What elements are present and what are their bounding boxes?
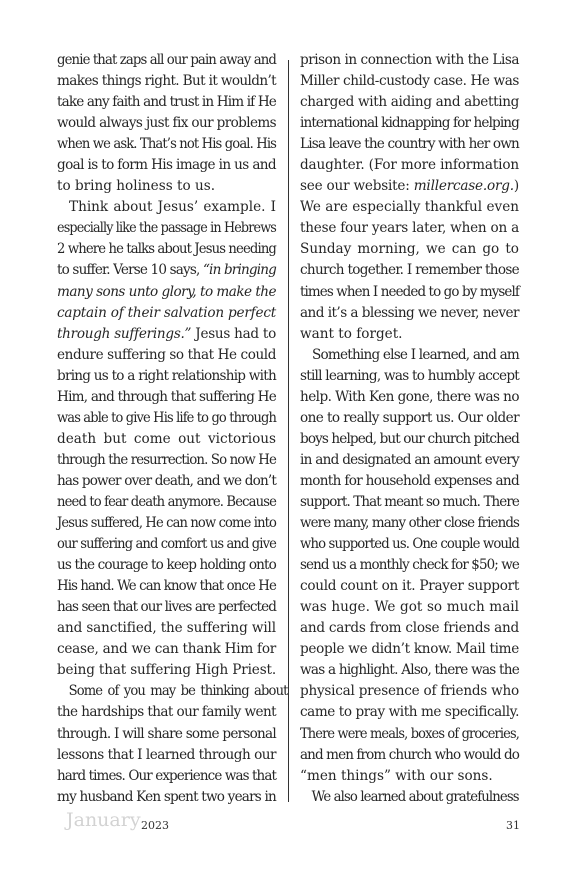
text-segment: charged with aiding and abetting	[300, 94, 519, 111]
text-line	[57, 429, 276, 450]
text-line	[300, 260, 519, 281]
text-segment: Miller child-custody case. He was	[300, 73, 519, 90]
text-line	[57, 366, 276, 387]
text-line	[57, 745, 276, 766]
text-segment: church together. I remember those	[300, 262, 519, 279]
text-segment: one to really support us. Our older	[300, 409, 519, 426]
italic-text: through sufferings.”	[57, 325, 192, 342]
text-segment: who supported us. One couple would	[300, 536, 520, 553]
text-segment: endure suffering so that He could	[57, 346, 276, 363]
text-line	[300, 787, 531, 808]
text-segment: were many, many other close friends	[300, 515, 520, 532]
text-segment: through. I will share some personal	[57, 725, 276, 742]
text-segment: Him, and through that suffering He	[57, 388, 276, 405]
text-segment: help. With Ken gone, there was no	[300, 388, 519, 405]
text-segment: the hardships that our family went	[57, 704, 276, 721]
text-segment: bring us to a right relationship with	[57, 367, 276, 384]
text-segment: death but come out victorious	[57, 430, 276, 447]
text-line	[300, 745, 519, 766]
text-line	[57, 787, 276, 808]
text-segment: these four years later, when on a	[300, 220, 519, 237]
text-line	[57, 113, 276, 134]
text-segment: prison in connection with the Lisa	[300, 52, 519, 68]
text-line	[300, 50, 519, 71]
text-segment: boys helped, but our church pitched	[300, 430, 519, 447]
text-segment: to suffer. Verse 10 says,	[57, 262, 203, 279]
text-segment: goal is to form His image in us and	[57, 157, 276, 174]
italic-text: “in bringing	[202, 262, 277, 279]
text-line	[57, 471, 276, 492]
text-segment: send us a monthly check for $50; we	[300, 557, 520, 574]
text-line	[300, 702, 519, 723]
text-line	[57, 134, 276, 155]
text-segment: physical presence of friends who	[300, 683, 519, 700]
right-text-column	[300, 50, 519, 808]
text-segment: need to fear death anymore. Because	[57, 493, 277, 510]
text-line	[57, 345, 276, 366]
text-line	[300, 534, 519, 555]
text-line	[57, 660, 276, 681]
text-line	[57, 639, 276, 660]
text-line	[57, 534, 276, 555]
text-segment: Something else I learned, and am	[312, 346, 519, 363]
text-line	[57, 303, 276, 324]
text-segment: being that suffering High Priest.	[57, 662, 276, 679]
text-segment: There were meals, boxes of groceries,	[300, 725, 520, 742]
text-line	[300, 239, 519, 260]
text-segment: support. That meant so much. There	[300, 493, 520, 510]
text-line	[300, 324, 519, 345]
text-segment: month for household expenses and	[300, 472, 519, 489]
column-divider	[288, 60, 289, 802]
text-line	[300, 345, 519, 366]
text-line	[57, 766, 276, 787]
text-line	[300, 492, 519, 513]
text-segment: We are especially thankful even	[300, 199, 519, 216]
text-segment: daughter. (For more information	[300, 157, 519, 174]
text-line	[57, 555, 276, 576]
text-line	[57, 71, 276, 92]
text-segment: especially like the passage in Hebrews	[57, 220, 277, 237]
text-line	[300, 766, 519, 787]
text-line	[57, 260, 276, 281]
text-segment: us the courage to keep holding onto	[57, 557, 276, 574]
text-line	[300, 303, 519, 324]
text-line	[57, 724, 276, 745]
text-segment: times when I needed to go by myself	[300, 283, 520, 300]
text-segment: was able to give His life to go through	[57, 409, 276, 426]
text-line	[300, 597, 519, 618]
text-line	[300, 660, 519, 681]
text-segment: lessons that I learned through our	[57, 746, 276, 763]
text-line	[300, 92, 519, 113]
text-line	[300, 724, 519, 745]
text-segment: international kidnapping for helping	[300, 115, 519, 132]
text-segment: and it’s a blessing we never, never	[300, 304, 519, 321]
page-number: 31	[506, 819, 520, 832]
footer-month: January	[66, 809, 141, 831]
text-line	[57, 492, 276, 513]
text-line	[57, 513, 276, 534]
text-segment: take any faith and trust in Him if He	[57, 94, 276, 111]
text-segment: and sanctified, the suffering will	[57, 620, 277, 637]
text-line	[300, 282, 519, 303]
text-line	[57, 324, 276, 345]
text-segment: )	[513, 178, 519, 195]
text-segment: could count on it. Prayer support	[300, 578, 519, 595]
text-segment: “men things” with our sons.	[300, 767, 493, 784]
text-segment: was a highlight. Also, there was the	[300, 662, 519, 679]
text-line	[57, 50, 276, 71]
text-line	[300, 71, 519, 92]
text-segment: to bring holiness to us.	[57, 178, 216, 195]
text-segment: when we ask. That’s not His goal. His	[57, 136, 277, 153]
text-segment: people we didn’t know. Mail time	[300, 641, 519, 658]
text-line	[300, 639, 519, 660]
text-segment: my husband Ken spent two years in	[57, 788, 276, 805]
text-segment: makes things right. But it wouldn’t	[57, 73, 276, 90]
text-line	[300, 366, 519, 387]
text-segment: want to forget.	[300, 325, 403, 342]
text-segment: Some of you may be thinking about	[68, 683, 288, 700]
text-line	[57, 597, 276, 618]
text-segment: His hand. We can know that once He	[57, 578, 277, 595]
text-segment: through the resurrection. So now He	[57, 451, 277, 468]
text-segment: genie that zaps all our pain away and	[57, 52, 276, 68]
text-line	[57, 176, 276, 197]
italic-text: many sons unto glory, to make the	[57, 283, 276, 300]
text-line	[300, 155, 519, 176]
text-line	[57, 408, 276, 429]
text-segment: has seen that our lives are perfected	[57, 599, 277, 616]
text-line	[57, 218, 276, 239]
text-line	[57, 681, 288, 702]
text-line	[300, 218, 519, 239]
text-line	[300, 176, 519, 197]
text-segment: was huge. We got so much mail	[300, 599, 519, 616]
text-line	[300, 471, 519, 492]
text-line	[300, 555, 519, 576]
text-line	[300, 681, 519, 702]
text-segment: Lisa leave the country with her own	[300, 136, 519, 153]
text-line	[300, 134, 519, 155]
text-segment: Think about Jesus’ example. I	[69, 199, 276, 216]
text-line	[57, 702, 276, 723]
text-segment: has power over death, and we don’t	[57, 472, 276, 489]
text-segment: and men from church who would do	[300, 746, 520, 763]
text-line	[300, 408, 519, 429]
text-line	[300, 513, 519, 534]
text-segment: hard times. Our experience was that	[57, 767, 277, 784]
text-segment: 2 where he talks about Jesus needing	[57, 241, 277, 258]
text-line	[300, 197, 519, 218]
text-segment: see our website:	[300, 178, 414, 195]
text-line	[300, 387, 519, 408]
text-segment: Sunday morning, we can go to	[300, 241, 519, 258]
text-line	[57, 576, 276, 597]
text-line	[57, 92, 276, 113]
text-segment: We also learned about gratefulness	[311, 788, 519, 805]
text-segment: would always just fix our problems	[57, 115, 277, 132]
footer-year: 2023	[141, 819, 169, 832]
text-line	[57, 239, 276, 260]
text-line	[300, 450, 519, 471]
text-segment: and cards from close friends and	[300, 620, 519, 637]
text-segment: in and designated an amount every	[300, 451, 519, 468]
text-segment: our suffering and comfort us and give	[57, 536, 277, 553]
italic-text: captain of their salvation perfect	[57, 304, 276, 321]
text-line	[57, 282, 276, 303]
text-line	[57, 387, 276, 408]
text-line	[300, 113, 519, 134]
text-segment: Jesus suffered, He can now come into	[57, 515, 277, 532]
text-line	[57, 197, 276, 218]
text-line	[300, 618, 519, 639]
text-line	[300, 429, 519, 450]
left-text-column	[57, 50, 288, 808]
text-segment: Jesus had to	[191, 325, 276, 342]
text-segment: came to pray with me specifically.	[300, 704, 519, 721]
text-line	[57, 155, 276, 176]
text-segment: still learning, was to humbly accept	[300, 367, 519, 384]
text-line	[300, 576, 519, 597]
text-line	[57, 450, 276, 471]
italic-text: millercase.org.	[413, 178, 514, 195]
text-segment: cease, and we can thank Him for	[57, 641, 276, 658]
text-line	[57, 618, 276, 639]
